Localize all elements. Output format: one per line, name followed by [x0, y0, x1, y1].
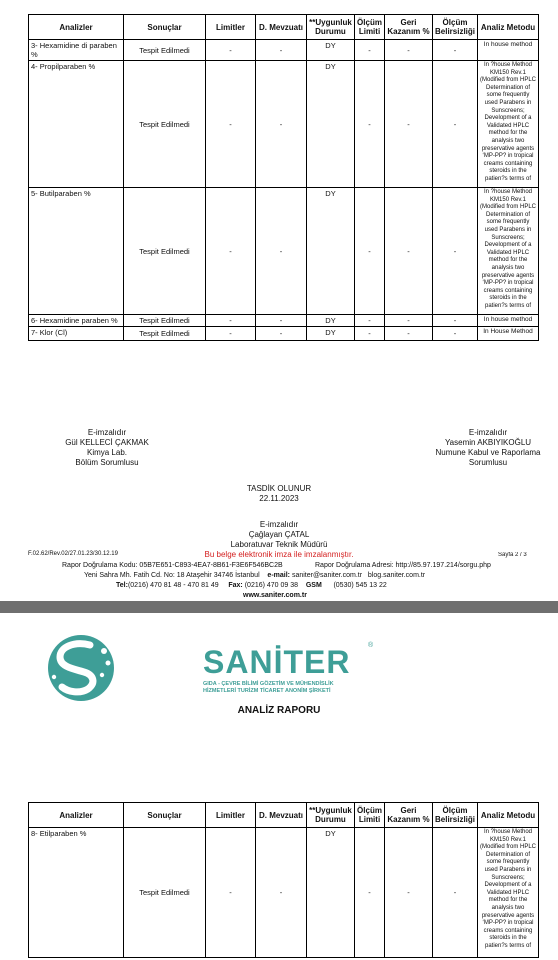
table-cell: Tespit Edilmedi [124, 61, 206, 188]
column-header: **Uygunluk Durumu [307, 15, 355, 40]
table-cell: - [433, 315, 478, 327]
table-cell: - [206, 315, 256, 327]
form-code: F.02.62/Rev.02/27.01.23/30.12.19 [28, 551, 118, 557]
table-cell: - [355, 40, 385, 61]
table-cell: - [385, 327, 433, 341]
table-cell: - [256, 61, 307, 188]
signature-left: E-imzalıdır Gül KELLECİ ÇAKMAK Kimya Lab. Bölüm Sorumlusu [65, 428, 149, 467]
table-row [29, 188, 539, 315]
report-page-2 [0, 613, 558, 960]
table-cell: DY [307, 188, 355, 315]
table-row [29, 40, 539, 61]
table-cell: - [206, 828, 256, 958]
column-header: Ölçüm Limiti [355, 15, 385, 40]
signature-center: E-imzalıdır Çağlayan ÇATAL Laboratuvar Teknik Müdürü Bu belge elektronik imza ile imzalanmıştır. [199, 520, 359, 560]
table-cell: DY [307, 828, 355, 958]
table-cell: In ?house Method KM150 Rev.1 (Modified from HPLC Determination of some frequently used Parabens in Sunscreens; Development of a Validated HPLC method for the analysis two preservative agents ‘MP-PP? in tropical creams containing steroids in the patien?s terms of [478, 61, 539, 188]
results-table-2 [28, 802, 539, 958]
table-cell: Tespit Edilmedi [124, 327, 206, 341]
email-link[interactable]: saniter@saniter.com.tr [291, 572, 363, 579]
table-cell: Tespit Edilmedi [124, 315, 206, 327]
column-header: Limitler [206, 803, 256, 828]
table-row [29, 61, 539, 188]
column-header: Geri Kazanım % [385, 803, 433, 828]
table-cell: - [355, 188, 385, 315]
brand-name: SANİTER [203, 644, 351, 680]
table-cell: - [433, 188, 478, 315]
table-cell: DY [307, 40, 355, 61]
table-cell: - [206, 40, 256, 61]
table-row [29, 327, 539, 341]
footer-phone-line: Tel:(0216) 470 81 48 - 470 81 49 Fax: (0216) 470 09 38 GSM (0530) 545 13 22 [116, 582, 387, 589]
table-cell: - [256, 327, 307, 341]
table-cell: Tespit Edilmedi [124, 828, 206, 958]
table-cell: - [355, 327, 385, 341]
footer-contact-line: Yeni Sahra Mh. Fatih Cd. No: 18 Ataşehir 34746 İstanbul e-mail: saniter@saniter.com.tr blog.saniter.com.tr [84, 572, 426, 579]
column-header: **Uygunluk Durumu [307, 803, 355, 828]
table-cell: - [206, 327, 256, 341]
column-header: D. Mevzuatı [256, 15, 307, 40]
table-cell: - [433, 828, 478, 958]
column-header: Geri Kazanım % [385, 15, 433, 40]
table-header-row [29, 15, 539, 40]
column-header: Sonuçlar [124, 803, 206, 828]
table-cell: Tespit Edilmedi [124, 188, 206, 315]
column-header: Ölçüm Belirsizliği [433, 803, 478, 828]
table-cell: - [256, 188, 307, 315]
table-cell: In house method [478, 315, 539, 327]
column-header: Limitler [206, 15, 256, 40]
table-cell: - [355, 315, 385, 327]
approval-block: TASDİK OLUNUR 22.11.2023 [246, 484, 312, 503]
table-cell: - [385, 315, 433, 327]
table-cell: DY [307, 315, 355, 327]
table-header-row [29, 803, 539, 828]
table-cell: - [256, 315, 307, 327]
table-cell: In House Method [478, 327, 539, 341]
table-cell: - [256, 828, 307, 958]
verification-address[interactable]: Rapor Doğrulama Adresi: http://85.97.197.214/sorgu.php [315, 562, 491, 569]
column-header: Sonuçlar [124, 15, 206, 40]
blog-link[interactable]: blog.saniter.com.tr [367, 572, 426, 579]
table-cell: - [355, 61, 385, 188]
page-number: Sayfa 2 / 3 [498, 552, 527, 558]
table-cell: - [433, 61, 478, 188]
column-header: Ölçüm Belirsizliği [433, 15, 478, 40]
table-cell: In ?house Method KM150 Rev.1 (Modified from HPLC Determination of some frequently used Parabens in Sunscreens; Development of a Validated HPLC method for the analysis two preservative agents ‘MP-PP? in tropical creams containing steroids in the patien?s terms of [478, 188, 539, 315]
table-cell: - [385, 188, 433, 315]
brand-subtitle: GIDA - ÇEVRE BİLİMİ GÖZETİM VE MÜHENDİSLİK HİZMETLERİ TURİZM TİCARET ANONİM ŞİRKETİ [203, 681, 334, 694]
column-header: Analizler [29, 803, 124, 828]
registered-mark: ® [368, 642, 374, 649]
table-cell: 7- Klor (Cl) [29, 327, 124, 341]
table-cell: - [385, 40, 433, 61]
table-cell: 5- Butilparaben % [29, 188, 124, 315]
column-header: Analizler [29, 15, 124, 40]
column-header: D. Mevzuatı [256, 803, 307, 828]
table-cell: - [256, 40, 307, 61]
table-cell: - [385, 61, 433, 188]
column-header: Ölçüm Limiti [355, 803, 385, 828]
electronic-signature-note: Bu belge elektronik imza ile imzalanmıştır. [204, 550, 354, 559]
column-header: Analiz Metodu [478, 15, 539, 40]
table-row [29, 828, 539, 958]
table-cell: 4- Propilparaben % [29, 61, 124, 188]
table-cell: DY [307, 61, 355, 188]
column-header: Analiz Metodu [478, 803, 539, 828]
results-table-1 [28, 14, 539, 341]
saniter-logo-icon [34, 631, 128, 705]
table-cell: - [433, 40, 478, 61]
table-cell: - [206, 61, 256, 188]
table-cell: - [433, 327, 478, 341]
table-cell: - [355, 828, 385, 958]
report-title: ANALİZ RAPORU [237, 705, 321, 716]
table-cell: - [385, 828, 433, 958]
verification-code: Rapor Doğrulama Kodu: 05B7E651-C893-4EA7-8B61-F3E6F546BC2B [62, 562, 283, 569]
table-cell: 6- Hexamidine paraben % [29, 315, 124, 327]
table-row [29, 315, 539, 327]
table-cell: - [206, 188, 256, 315]
table-cell: 8- Etilparaben % [29, 828, 124, 958]
table-cell: In house method [478, 40, 539, 61]
table-cell: Tespit Edilmedi [124, 40, 206, 61]
signature-right: E-imzalıdır Yasemin AKBIYIKOĞLU Numune Kabul ve Raporlama Sorumlusu [435, 428, 541, 467]
table-cell: DY [307, 327, 355, 341]
table-cell: In ?house Method KM150 Rev.1 (Modified from HPLC Determination of some frequently used Parabens in Sunscreens; Development of a Validated HPLC method for the analysis two preservative agents ‘MP-PP? in tropical creams containing steroids in the patien?s terms of [478, 828, 539, 958]
table-cell: 3- Hexamidine di paraben % [29, 40, 124, 61]
website-link[interactable]: www.saniter.com.tr [243, 592, 307, 599]
